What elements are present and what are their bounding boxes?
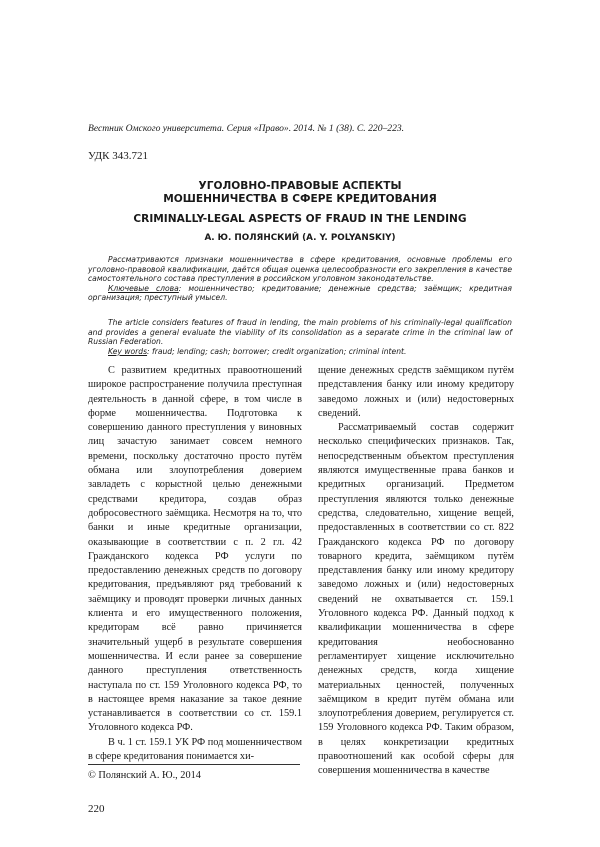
title-russian-line-2: МОШЕННИЧЕСТВА В СФЕРЕ КРЕДИТОВАНИЯ xyxy=(163,193,437,205)
keywords-english xyxy=(88,347,512,357)
abstract-english xyxy=(88,318,512,356)
title-russian xyxy=(88,180,512,206)
abstract-english-text: The article considers features of fraud in lending, the main problems of his criminally-legal qualification and provides a general evaluate the viability of its consolidation as a separate crime in the criminal law of Russian Federation. xyxy=(88,318,512,347)
copyright-footnote: © Полянский А. Ю., 2014 xyxy=(88,770,201,781)
page-number: 220 xyxy=(88,803,105,815)
keywords-russian-list: : мошенничество; кредитование; денежные средства; заёмщик; кредитная организация; преступный умысел. xyxy=(88,283,512,303)
body-paragraph: Рассматриваемый состав содержит несколько специфических признаков. Так, непосредственным объектом преступления являются имущественные права банков и кредитных организаций. Предметом преступления являются только денежные средства, следовательно, хищение вещей, предоставленных в соответствии со ст. 822 Гражданского кодекса РФ по договору товарного кредита, заёмщиком путём представления банку или иному кредитору заведомо ложных и (или) недостоверных сведений не охватывается ст. 159.1 Уголовного кодекса РФ. Данный подход к квалификации мошенничества в сфере кредитования необоснованно регламентирует хищение исключительно денежных средств, когда хищение материальных ценностей, полученных заёмщиком в кредит путём обмана или злоупотребления доверием, регулируется ст. 159 Уголовного кодекса РФ. Таким образом, в целях конкретизации кредитных правоотношений как особой сферы для совершения мошенничества в качестве xyxy=(318,422,514,777)
title-english: CRIMINALLY-LEGAL ASPECTS OF FRAUD IN THE LENDING xyxy=(133,213,467,225)
title-russian-line-1: УГОЛОВНО-ПРАВОВЫЕ АСПЕКТЫ xyxy=(198,180,402,192)
udk-code: УДК 343.721 xyxy=(88,150,149,162)
journal-citation: Вестник Омского университета. Серия «Право». 2014. № 1 (38). С. 220–223. xyxy=(88,123,405,134)
keywords-english-label: Key words xyxy=(108,346,148,356)
author-line: А. Ю. ПОЛЯНСКИЙ (A. Y. POLYANSKIY) xyxy=(204,233,396,243)
footnote-divider xyxy=(88,764,300,765)
body-column-left xyxy=(88,364,302,764)
keywords-russian-label: Ключевые слова xyxy=(108,283,179,293)
keywords-english-list: : fraud; lending; cash; borrower; credit organization; criminal intent. xyxy=(147,346,407,356)
abstract-russian xyxy=(88,255,512,303)
abstract-russian-text: Рассматриваются признаки мошенничества в сфере кредитования, основные проблемы его уголовно-правовой квалификации, даётся общая оценка целесообразности его закрепления в качестве самостоятельного состава преступления в российском уголовном законодательстве. xyxy=(88,255,512,284)
body-paragraph: В ч. 1 ст. 159.1 УК РФ под мошенничеством в сфере кредитования понимается хи- xyxy=(88,736,302,763)
keywords-russian xyxy=(88,284,512,303)
body-paragraph: щение денежных средств заёмщиком путём представления банку или иному кредитору заведомо ложных и (или) недостоверных сведений. xyxy=(318,365,514,419)
body-paragraph: С развитием кредитных правоотношений широкое распространение получила преступная деятельность в данной сфере, в том числе в форме мошенничества. Подготовка к совершению данного преступления у виновных лиц зачастую занимает совсем немного времени, поскольку достаточно просто путём обмана или злоупотребления доверием завладеть с корыстной целью денежными средствами кредитора, создав образ добросовестного заёмщика. Несмотря на то, что банки и иные кредитные организации, оказывающие в соответствии с п. 2 гл. 42 Гражданского кодекса РФ услуги по предоставлению денежных средств по договору кредитования, предъявляют ряд требований к заёмщику и проводят проверки личных данных клиента и его имущественного положения, кредиторам всё равно причиняется значительный ущерб в результате совершения мошенничества. И если ранее за совершение данного преступления ответственность наступала по ст. 159 Уголовного кодекса РФ, то в настоящее время наказание за такое деяние устанавливается в соответствии со ст. 159.1 Уголовного кодекса РФ. xyxy=(88,365,302,734)
body-column-right xyxy=(318,364,514,779)
